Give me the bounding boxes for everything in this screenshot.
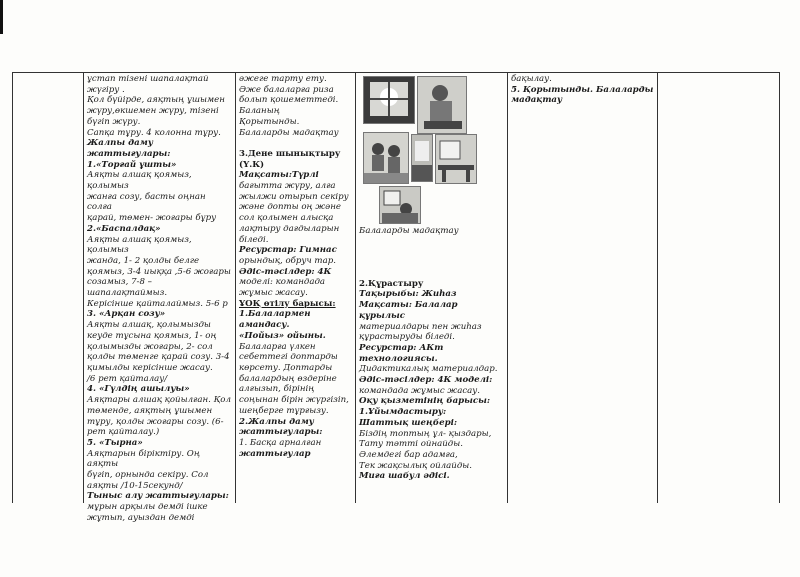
text-line: созамыз, 7-8 – шапалақтаймыз. (87, 277, 168, 299)
text-line: төменде, аяқтың ұшымен (87, 405, 213, 416)
text-line: және допты оң және (239, 202, 341, 213)
bedroom-icon (411, 134, 433, 182)
sleeping-child-icon (379, 186, 421, 224)
text-line: қарай, төмен- жоғары бұру (87, 213, 217, 224)
text-line: 4. «Гүлдің ашылуы» (87, 384, 190, 395)
text-line: лақтыру дағдыларын (239, 223, 340, 234)
text-line: Керісінше қайталаймыз. 5-6 р (87, 298, 228, 309)
text-line: 1.Балалармен (239, 309, 311, 320)
text-line: Біздің топтың ұл- қыздары, (359, 428, 492, 439)
text-line: Тыныс алу жаттығулары: (87, 491, 229, 502)
text-line: кеуде тұсына қоямыз, 1- оң (87, 330, 217, 341)
text-line: мұрын арқылы демді ішке (87, 502, 208, 513)
text-line: Әлемдегі бар адамға, (359, 449, 458, 460)
text-line: Шаттық шеңбері: (359, 417, 458, 428)
text-line: ұстап тізені шапалақтай (87, 74, 209, 84)
text-line: тұру, қолды жоғары созу. (6- (87, 416, 224, 427)
column-physical-education (236, 73, 355, 503)
text-line: себеттегі доптарды (239, 352, 338, 363)
text-line: Әже балаларға риза (239, 84, 334, 95)
text-line: сол қолымен алысқа (239, 213, 334, 224)
text-line: 5. «Тырна» (87, 437, 143, 448)
text-line: Қол бүйірде, аяқтың ұшымен (87, 95, 225, 106)
text-line: жаттығулары: (239, 427, 323, 438)
text-line: қоямыз, 3-4 иыққа ,5-6 жоғары (87, 266, 231, 277)
text-line: мадақтау (511, 95, 563, 106)
text-line: жұтып, ауыздан демді (87, 512, 195, 523)
column-physical-warmup (84, 73, 235, 523)
text-line: амандасу. (239, 320, 290, 331)
text-line: командада жұмыс жасау. (359, 385, 480, 396)
text-line: Жалпы даму жаттығулары: (87, 138, 171, 159)
text-line: Тек жақсылық ойлайды. (359, 460, 472, 471)
column-notes (658, 73, 779, 503)
text-line: біледі. (239, 234, 269, 245)
text-line: шеңберге тұрғызу. (239, 405, 329, 416)
text-line: әжеге тарту ету. (239, 74, 327, 84)
text-line: орындық, обруч тар. (239, 255, 336, 266)
picture-collage (359, 74, 504, 224)
text-line: «Пойыз» ойыны. (239, 330, 326, 341)
text-line: 1. Басқа арналған (239, 437, 322, 448)
page-edge-mark (0, 0, 3, 34)
text-line: /6 рет қайталау/ (87, 373, 168, 384)
text-line: 2.Құрастыру (359, 278, 424, 289)
text-line: Әдіс-тәсілдер: 4К моделі: (359, 375, 493, 386)
text-line: 5. Қорытынды. Балаларды (511, 84, 654, 95)
children-playing-icon (363, 132, 409, 184)
text-line: Аяқты алшақ қоямыз, қолымыз (87, 234, 192, 256)
window-night-icon (363, 76, 415, 124)
text-line: жылжи отырып секіру (239, 191, 349, 202)
text-line: Балаларды мадақтау (239, 127, 339, 138)
text-line: Тақырыбы: Жиһаз (359, 289, 457, 300)
text-line: Ресурстар: АКт (359, 342, 444, 353)
text-line: қолды төменге қарай созу. 3-4 (87, 352, 230, 363)
text-line: қолымызды жоғары, 2- сол (87, 341, 213, 352)
text-line: Сапқа тұру. 4 колонна тұру. (87, 127, 221, 138)
text-line: материалдары пен жиһаз (359, 321, 482, 332)
text-line: жүру,өкшемен жүру, тізені (87, 106, 219, 117)
text-line: жанда, 1- 2 қолды белге (87, 255, 200, 266)
text-line: Баланың (239, 106, 280, 117)
text-line: Аяқты алшақ, қолымызды (87, 320, 211, 331)
text-line: қимылды керісінше жасау. (87, 362, 213, 373)
text-line: балалардың өздеріне (239, 373, 337, 384)
lesson-plan-table (12, 72, 780, 523)
text-line: Миға шабул әдісі. (359, 471, 450, 482)
text-line: жұмыс жасау. (239, 288, 308, 299)
text-line: (Ү.К) (239, 159, 265, 170)
text-line: Тату тәтті ойнайды. (359, 439, 463, 450)
text-line: Балаларға үлкен (239, 341, 316, 352)
text-line: Қорытынды. (239, 116, 300, 127)
text-line: Дидактикалық материалдар. (359, 364, 498, 375)
picture-caption: Балаларды мадақтау (359, 226, 459, 236)
text-line: 3. «Арқан созу» (87, 309, 166, 320)
text-line: Аяқтарын біріктіру. Оң аяқты (87, 448, 200, 470)
text-line: Оқу қызметінің барысы: (359, 396, 491, 407)
column-summary (508, 73, 657, 503)
text-line: Мақсаты: Балалар құрылыс (359, 300, 458, 321)
text-line: құрастыруды біледі. (359, 332, 455, 343)
text-line: Мақсаты:Түрлі (239, 170, 319, 181)
text-line: 2.«Баспалдақ» (87, 223, 161, 234)
text-line: Аяқтары алшақ қойылған. Қол (87, 395, 231, 406)
text-line: болып қошеметтеді. (239, 95, 339, 106)
text-line (239, 138, 352, 149)
desk-icon (435, 134, 477, 184)
text-line: көрсету. Доптарды (239, 362, 333, 373)
text-line: Ресурстар: Гимнас (239, 245, 337, 256)
text-line: рет қайталау.) (87, 427, 160, 438)
text-line: ҰОҚ өтілу барысы: (239, 298, 336, 309)
text-line: алғызып, бірінің (239, 384, 315, 395)
text-line: бақылау. (511, 74, 552, 84)
text-line: 3.Дене шынықтыру (239, 148, 341, 159)
text-line: Аяқты алшақ қоямыз, қолымыз (87, 170, 192, 192)
text-line: моделі: командада (239, 277, 326, 288)
text-line: Әдіс-тәсілдер: 4К (239, 266, 332, 277)
text-line: 1.«Торғай ұшты» (87, 159, 177, 170)
text-line: бағытта жүру, алға (239, 181, 336, 192)
text-line: жүгіру . (87, 84, 125, 95)
text-line: 2.Жалпы даму (239, 416, 314, 427)
text-line: технологиясы. (359, 353, 438, 364)
text-line: жанға созу, басты оңнан солға (87, 191, 206, 213)
text-line: аяқты /10-15секунд/ (87, 480, 183, 491)
column-construction (356, 73, 507, 503)
text-line: жаттығулар (239, 448, 311, 459)
text-line: 1.Ұйымдастыру: (359, 407, 447, 418)
text-line: бүгіп, орнында секіру. Сол (87, 470, 209, 481)
reading-person-icon (417, 76, 467, 134)
text-line: соңынан бірін жүргізіп, (239, 395, 349, 406)
text-line: бүгіп жүру. (87, 116, 141, 127)
